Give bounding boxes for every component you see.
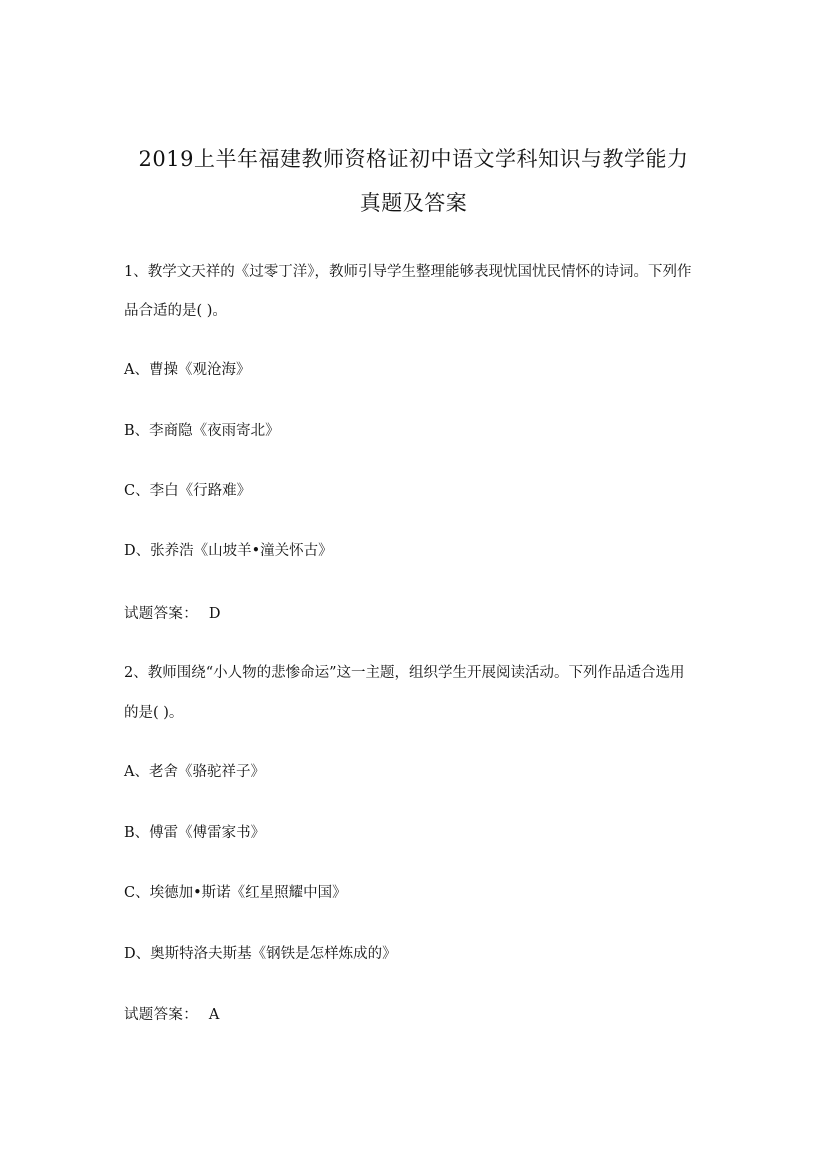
- question-2-option-c: C、埃德加•斯诺《红星照耀中国》: [124, 885, 347, 901]
- question-2-option-b: B、傅雷《傅雷家书》: [124, 825, 266, 841]
- question-2-stem-line-1: 2、教师围绕“小人物的悲惨命运”这一主题，组织学生开展阅读活动。下列作品适合选用: [124, 665, 685, 681]
- question-2-option-d: D、奥斯特洛夫斯基《钢铁是怎样炼成的》: [124, 946, 397, 962]
- answer-label: 试题答案：: [124, 606, 198, 622]
- page-subtitle: 真题及答案: [359, 191, 468, 215]
- question-1-answer: [124, 604, 714, 624]
- question-1-stem-line-2: 品合适的是( )。: [124, 303, 227, 319]
- answer-value: A: [208, 1007, 220, 1023]
- question-1-option-a: A、曹操《观沧海》: [124, 362, 251, 378]
- question-1-option-b: B、李商隐《夜雨寄北》: [124, 423, 280, 439]
- answer-label: 试题答案：: [124, 1007, 198, 1023]
- question-1-option-d: D、张养浩《山坡羊•潼关怀古》: [124, 543, 333, 559]
- question-2-option-a: A、老舍《骆驼祥子》: [124, 764, 265, 780]
- question-2-stem-line-2: 的是( )。: [124, 705, 184, 721]
- answer-value: D: [208, 606, 221, 622]
- question-2-answer: [124, 1005, 714, 1025]
- page-title: 2019上半年福建教师资格证初中语文学科知识与教学能力: [138, 147, 689, 171]
- question-1-stem-line-1: 1、教学文天祥的《过零丁洋》，教师引导学生整理能够表现忧国忧民情怀的诗词。下列作: [124, 264, 692, 280]
- question-1-option-c: C、李白《行路难》: [124, 483, 252, 499]
